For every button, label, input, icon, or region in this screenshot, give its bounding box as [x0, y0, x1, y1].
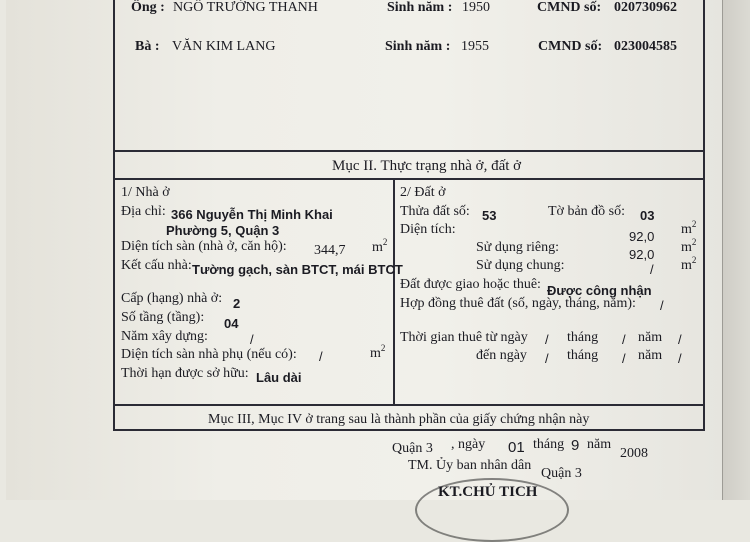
allocation-value: Được công nhận: [547, 283, 652, 298]
husband-id: 020730962: [614, 0, 677, 15]
lease-from-month-label: tháng: [567, 330, 599, 345]
grade-value: 2: [233, 296, 241, 311]
aux-area-label: Diện tích sàn nhà phụ (nếu có):: [121, 347, 297, 362]
house-heading: 1/ Nhà ở: [121, 185, 170, 200]
floor-area: 344,7: [314, 243, 346, 258]
sign-year: 2008: [620, 446, 648, 461]
aux-area-unit: $m^2$: [370, 343, 386, 361]
sign-title: KT.CHỦ TICH: [438, 484, 538, 500]
floors-label: Số tầng (tầng):: [121, 310, 205, 325]
lease-label: Hợp đồng thuê đất (số, ngày, tháng, năm):: [400, 296, 636, 311]
lease-to-month: /: [622, 351, 626, 366]
wife-id-label: CMND số:: [538, 39, 603, 54]
aux-area-value: /: [319, 349, 323, 364]
map-value: 03: [640, 208, 655, 223]
map-label: Tờ bản đồ số:: [548, 204, 626, 219]
wife-label: Bà :: [135, 39, 160, 54]
lease-from-month: /: [622, 332, 626, 347]
address-label: Địa chỉ:: [121, 204, 166, 219]
private-use-unit: $m^2$: [681, 237, 697, 255]
lease-from-day: /: [545, 332, 549, 347]
structure-value: Tường gạch, sàn BTCT, mái BTCT: [192, 262, 403, 277]
husband-name: NGÔ TRƯỜNG THANH: [173, 0, 318, 15]
lease-from-year: /: [678, 332, 682, 347]
husband-id-label: CMND số:: [537, 0, 602, 15]
land-heading: 2/ Đất ở: [400, 185, 446, 200]
sign-authority: TM. Ủy ban nhân dân: [408, 458, 532, 473]
sign-district: Quận 3: [541, 466, 582, 481]
sign-month-label: tháng: [533, 437, 565, 452]
husband-birth-label: Sinh năm :: [387, 0, 453, 15]
husband-label: Ông :: [131, 0, 165, 15]
frame-rule-bottom: [113, 404, 705, 406]
ownership-value: Lâu dài: [256, 370, 302, 385]
shared-use-value: /: [650, 262, 654, 277]
page-edge: [722, 0, 750, 500]
lease-to-year-label: năm: [638, 348, 663, 363]
lease-from-label: Thời gian thuê từ ngày: [400, 330, 528, 345]
frame-divider: [393, 180, 395, 404]
section-title: Mục II. Thực trạng nhà ở, đất ở: [332, 158, 522, 174]
sign-day: 01: [508, 439, 525, 456]
lease-to-label: đến ngày: [476, 348, 527, 363]
land-area-unit: $m^2$: [681, 219, 697, 237]
lease-to-year: /: [678, 351, 682, 366]
wife-birth-year: 1955: [461, 39, 489, 54]
wife-birth-label: Sinh năm :: [385, 39, 451, 54]
wife-id: 023004585: [614, 39, 677, 54]
land-area-value: 92,0: [629, 229, 655, 244]
footer-note: Mục III, Mục IV ở trang sau là thành phần của giấy chứng nhận này: [208, 412, 590, 427]
ownership-label: Thời hạn được sở hữu:: [121, 366, 249, 381]
parcel-value: 53: [482, 208, 497, 223]
grade-label: Cấp (hạng) nhà ở:: [121, 291, 223, 306]
sign-date-prefix: , ngày: [451, 437, 486, 452]
frame-rule-end: [113, 429, 705, 431]
year-value: /: [250, 332, 254, 347]
land-area-label: Diện tích:: [400, 222, 456, 237]
parcel-label: Thửa đất số:: [400, 204, 470, 219]
frame-left: [113, 0, 115, 430]
sign-place: Quận 3: [392, 441, 433, 456]
address-line1: 366 Nguyễn Thị Minh Khai: [171, 207, 333, 222]
lease-value: /: [660, 298, 664, 313]
floors-value: 04: [224, 316, 239, 331]
private-use-label: Sử dụng riêng:: [476, 240, 560, 255]
floor-area-label: Diện tích sàn (nhà ở, căn hộ):: [121, 239, 287, 254]
sign-month: 9: [571, 437, 580, 454]
structure-label: Kết cấu nhà:: [121, 258, 192, 273]
year-label: Năm xây dựng:: [121, 329, 208, 344]
allocation-label: Đất được giao hoặc thuê:: [400, 277, 541, 292]
husband-birth-year: 1950: [462, 0, 490, 15]
frame-right: [703, 0, 705, 430]
lease-from-year-label: năm: [638, 330, 663, 345]
sign-year-label: năm: [587, 437, 612, 452]
wife-name: VĂN KIM LANG: [172, 39, 276, 54]
shared-use-label: Sử dụng chung:: [476, 258, 565, 273]
frame-rule-header: [113, 178, 705, 180]
shared-use-unit: $m^2$: [681, 255, 697, 273]
private-use-value: 92,0: [629, 247, 655, 262]
lease-to-day: /: [545, 351, 549, 366]
floor-area-unit: $m^2$: [372, 237, 388, 255]
frame-rule-top: [113, 150, 705, 152]
lease-to-month-label: tháng: [567, 348, 599, 363]
address-line2: Phường 5, Quận 3: [166, 223, 280, 238]
